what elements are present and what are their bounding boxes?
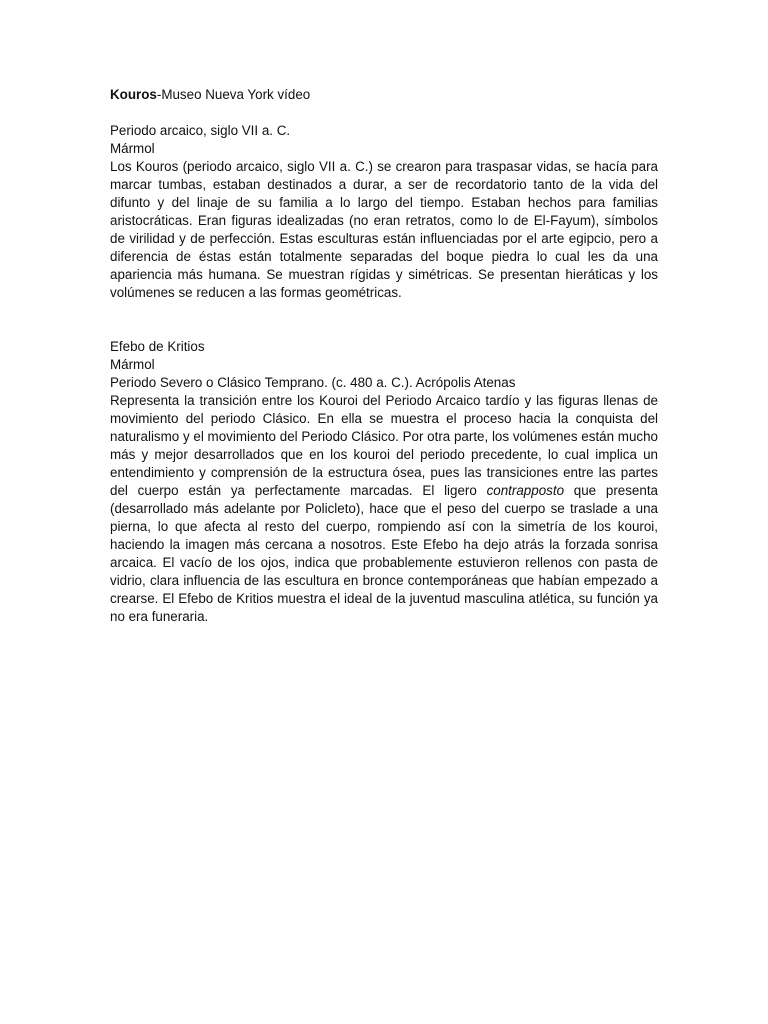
efebo-description-part1: Representa la transición entre los Kouroi del Periodo Arcaico tardío y las figuras llenas de movimiento del periodo Clásico. En ella se muestra el proceso hacia la conquista del naturalismo y el movimiento del Periodo Clásico. Por otra parte, los volúmenes están mucho más y mejor desarrollados que en los kouroi del periodo precedente, lo cual implica un entendimiento y comprensión de la estructura ósea, pues las transiciones entre las partes del cuerpo están ya perfectamente marcadas. El ligero <box>110 393 658 498</box>
document-title <box>110 86 658 104</box>
efebo-description-part2: que presenta (desarrollado más adelante por Policleto), hace que el peso del cuerpo se traslade a una pierna, lo que afecta al resto del cuerpo, rompiendo así con la simetría de los kouroi, haciendo la imagen más cercana a nosotros. Este Efebo ha dejo atrás la forzada sonrisa arcaica. El vacío de los ojos, indica que probablemente estuvieron rellenos con pasta de vidrio, clara influencia de las escultura en bronce contemporáneas que habían empezado a crearse. El Efebo de Kritios muestra el ideal de la juventud masculina atlética, su función ya no era funeraria. <box>110 483 658 624</box>
spacer <box>110 104 658 122</box>
kouros-material: Mármol <box>110 141 155 156</box>
title-rest: -Museo Nueva York vídeo <box>156 87 311 102</box>
efebo-material: Mármol <box>110 357 155 372</box>
efebo-period: Periodo Severo o Clásico Temprano. (c. 480 a. C.). Acrópolis Atenas <box>110 375 516 390</box>
efebo-title: Efebo de Kritios <box>110 339 205 354</box>
contrapposto-term: contrapposto <box>486 483 565 498</box>
spacer <box>110 302 658 338</box>
kouros-period: Periodo arcaico, siglo VII a. C. <box>110 123 291 138</box>
kouros-description: Los Kouros (periodo arcaico, siglo VII a. C.) se crearon para traspasar vidas, se hacía para marcar tumbas, estaban destinados a durar, a ser de recordatorio tanto de la vida del difunto y del linaje de su familia a lo largo del tiempo. Estaban hechos para familias aristocráticas. Eran figuras idealizadas (no eran retratos, como lo de El-Fayum), símbolos de virilidad y de perfección. Estas esculturas están influenciadas por el arte egipcio, pero a diferencia de éstas están totalmente separadas del boque piedra lo cual les da una apariencia más humana. Se muestran rígidas y simétricas. Se presentan hieráticas y los volúmenes se reducen a las formas geométricas. <box>110 159 658 300</box>
title-bold-word: Kouros <box>110 87 157 102</box>
document-page <box>110 86 658 626</box>
efebo-description <box>110 392 658 626</box>
